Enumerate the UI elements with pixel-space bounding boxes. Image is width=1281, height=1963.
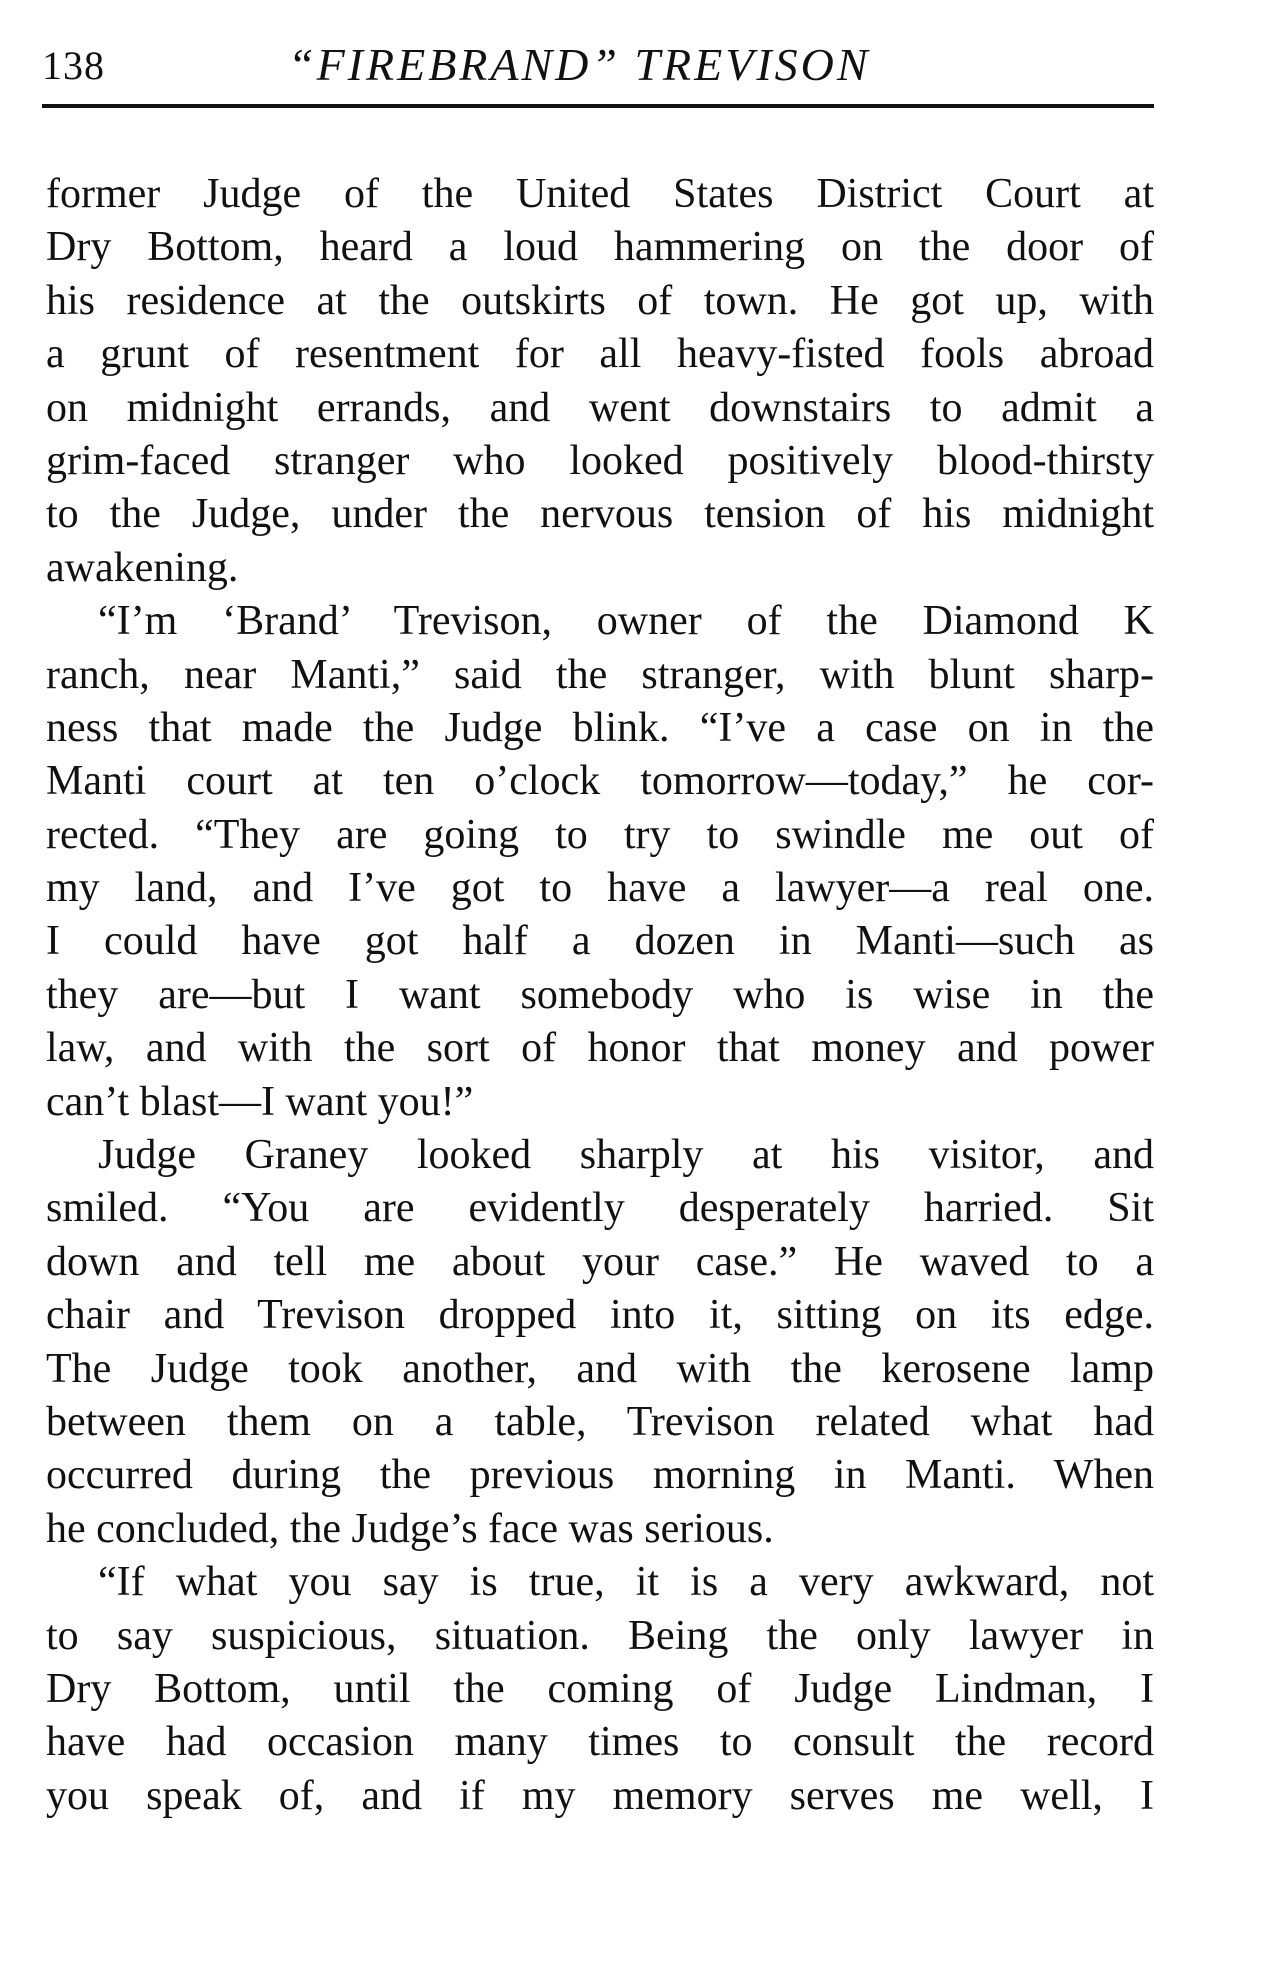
text-line: between them on a table, Trevison related what had [46,1398,1154,1445]
text-line: can’t blast—I want you!” [46,1078,474,1125]
text-line: grim-faced stranger who looked positively blood-thirsty [46,437,1154,484]
text-line: down and tell me about your case.” He waved to a [46,1238,1154,1285]
text-line: to say suspicious, situation. Being the only lawyer in [46,1612,1154,1659]
text-line: a grunt of resentment for all heavy-fisted fools abroad [46,331,1154,378]
running-title: “FIREBRAND” TREVISON [288,39,871,90]
text-line: they are—but I want somebody who is wise in the [46,971,1154,1018]
text-line: ranch, near Manti,” said the stranger, with blunt sharp- [46,651,1154,698]
text-line: The Judge took another, and with the kerosene lamp [46,1345,1154,1392]
text-line: I could have got half a dozen in Manti—such as [46,918,1154,965]
body-text [46,168,1154,1823]
text-line: my land, and I’ve got to have a lawyer—a real one. [46,865,1154,912]
text-line: occurred during the previous morning in Manti. When [46,1452,1154,1499]
text-line: Dry Bottom, until the coming of Judge Lindman, I [46,1665,1154,1712]
text-line: Dry Bottom, heard a loud hammering on the door of [46,224,1154,271]
text-line: Manti court at ten o’clock tomorrow—today,” he cor- [46,758,1154,805]
text-line: chair and Trevison dropped into it, sitting on its edge. [46,1292,1154,1339]
text-line: Judge Graney looked sharply at his visitor, and [98,1132,1154,1179]
text-line: on midnight errands, and went downstairs to admit a [46,384,1154,431]
page-number: 138 [42,43,105,88]
text-line: ness that made the Judge blink. “I’ve a case on in the [46,704,1154,751]
text-line: smiled. “You are evidently desperately harried. Sit [46,1185,1154,1232]
text-line: “If what you say is true, it is a very awkward, not [98,1559,1154,1606]
running-head [42,38,1154,98]
text-line: have had occasion many times to consult the record [46,1719,1154,1766]
text-line: former Judge of the United States District Court at [46,171,1154,217]
text-line: you speak of, and if my memory serves me well, I [46,1772,1154,1819]
text-line: law, and with the sort of honor that money and power [46,1025,1154,1072]
header-rule [42,104,1154,108]
text-line: awakening. [46,544,239,591]
text-line: his residence at the outskirts of town. He got up, with [46,277,1154,324]
text-line: “I’m ‘Brand’ Trevison, owner of the Diamond K [98,598,1154,645]
text-line: he concluded, the Judge’s face was serious. [46,1505,774,1552]
text-line: to the Judge, under the nervous tension of his midnight [46,491,1154,538]
text-line: rected. “They are going to try to swindle me out of [46,811,1154,858]
